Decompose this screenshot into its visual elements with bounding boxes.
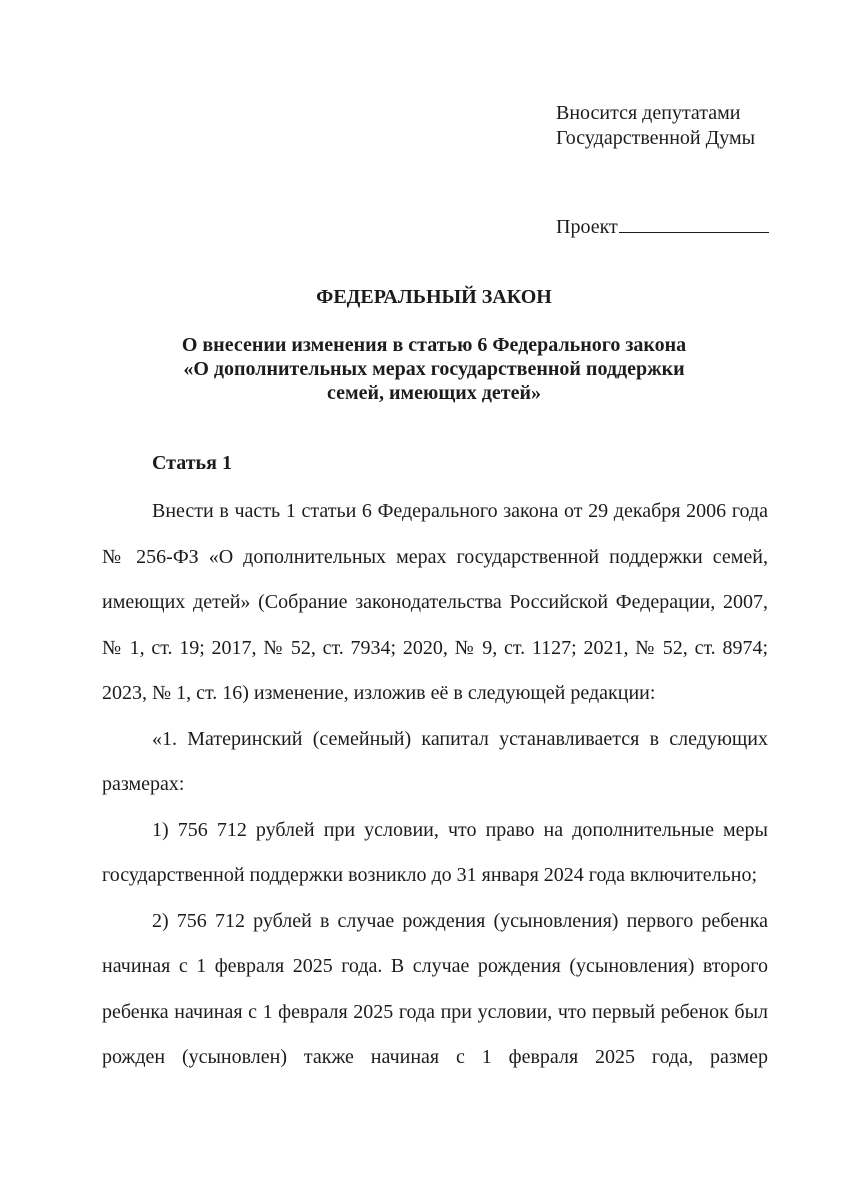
body-line: имеющих детей» (Собрание законодательства Российской Федерации, 2007,	[102, 591, 768, 613]
submitted-by-line: Вносится депутатами	[556, 102, 741, 124]
law-type-heading: ФЕДЕРАЛЬНЫЙ ЗАКОН	[316, 286, 552, 308]
body-line: государственной поддержки возникло до 31 января 2024 года включительно;	[102, 864, 758, 886]
body-line: 2) 756 712 рублей в случае рождения (усыновления) первого ребенка	[152, 909, 768, 932]
project-number-blank	[619, 215, 769, 233]
law-title-line: «О дополнительных мерах государственной поддержки	[183, 358, 685, 380]
body-line: № 256-ФЗ «О дополнительных мерах государственной поддержки семей,	[102, 545, 768, 568]
law-title-line: О внесении изменения в статью 6 Федерального закона	[181, 334, 687, 356]
body-line: 2023, № 1, ст. 16) изменение, изложив её в следующей редакции:	[102, 682, 656, 704]
project-line	[556, 215, 769, 240]
body-line: Внести в часть 1 статьи 6 Федерального закона от 29 декабря 2006 года	[152, 500, 768, 522]
article-body	[102, 498, 768, 1090]
body-line: размерах:	[102, 773, 185, 795]
submitted-by-line: Государственной Думы	[556, 127, 756, 149]
submitted-by-block	[556, 101, 755, 151]
body-line: ребенка начиная с 1 февраля 2025 года при условии, что первый ребенок был	[102, 1000, 768, 1023]
law-title-line: семей, имеющих детей»	[327, 382, 541, 404]
body-line: № 1, ст. 19; 2017, № 52, ст. 7934; 2020, № 9, ст. 1127; 2021, № 52, ст. 8974;	[102, 636, 768, 659]
article-heading: Статья 1	[152, 452, 232, 474]
body-line: 1) 756 712 рублей при условии, что право на дополнительные меры	[152, 818, 768, 841]
body-line: начиная с 1 февраля 2025 года. В случае рождения (усыновления) второго	[102, 955, 768, 977]
project-label: Проект	[556, 216, 618, 238]
law-title	[0, 333, 848, 405]
body-line: «1. Материнский (семейный) капитал устанавливается в следующих	[152, 727, 768, 750]
body-line: рожден (усыновлен) также начиная с 1 февраля 2025 года, размер	[102, 1046, 768, 1068]
